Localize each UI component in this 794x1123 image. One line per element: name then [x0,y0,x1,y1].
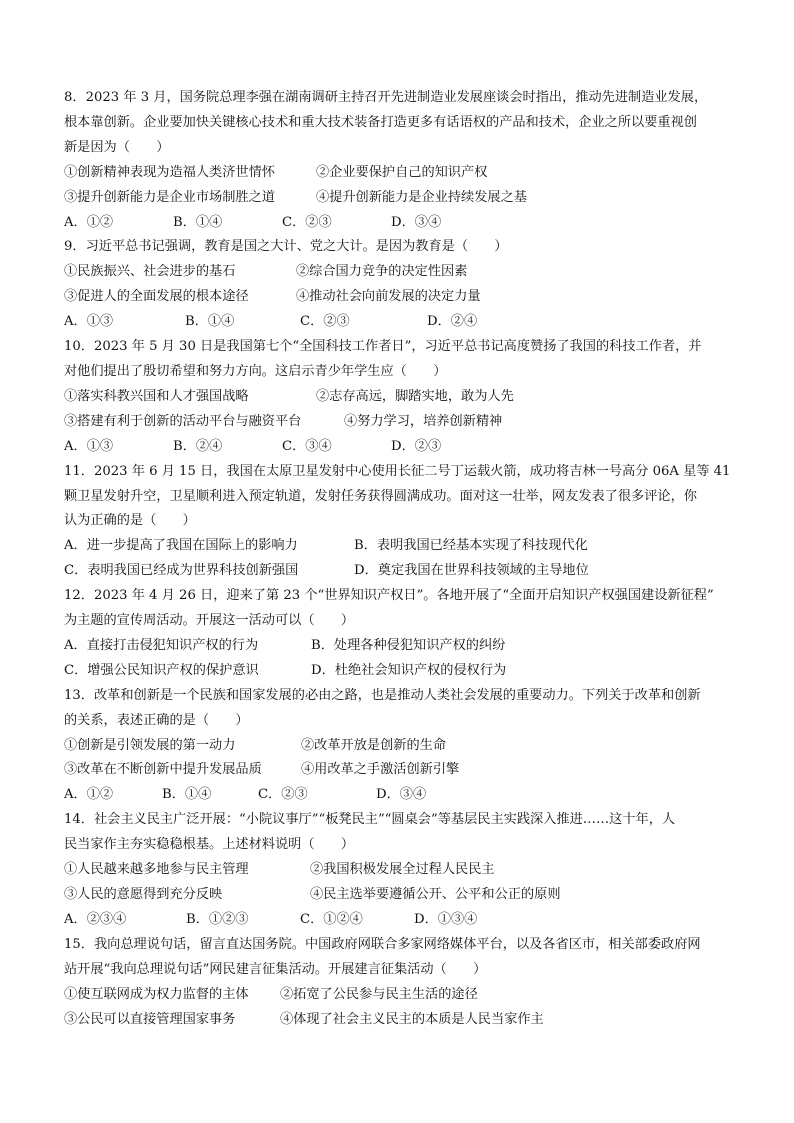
option-c[interactable]: C．②③ [258,787,308,803]
statement: ①创新精神表现为造福人类济世情怀 [64,164,275,180]
statement-row [64,260,744,285]
option-b[interactable]: B．②④ [173,438,223,454]
statement-row [64,983,744,1008]
question-11 [64,460,744,585]
answer-options [64,310,744,335]
question-stem-line: 颗卫星发射升空，卫星顺利进入预定轨道，发射任务获得圆满成功。面对这一壮举，网友发表了很多评论，你 [64,488,697,504]
question-8 [64,86,744,235]
option-c[interactable]: C．②③ [300,314,350,330]
statement: ④体现了社会主义民主的本质是人民当家作主 [280,1011,544,1027]
option-b[interactable]: B．①②③ [186,911,249,927]
statement: ②志存高远，脚踏实地，敢为人先 [316,388,514,404]
statement-row [64,285,744,310]
statement-row [64,758,744,783]
question-stem-line: 12．2023 年 4 月 26 日，迎来了第 23 个“世界知识产权日”。各地开展了“全面开启知识产权强国建设新征程” [64,588,714,604]
exam-page [64,86,744,1032]
option-a[interactable]: A．②③④ [64,911,127,927]
statement: ③提升创新能力是企业市场制胜之道 [64,189,275,205]
statement-row [64,410,744,435]
statement: ①落实科教兴国和人才强国战略 [64,388,249,404]
statement-row [64,1008,744,1033]
option-a[interactable]: A．①③ [64,314,114,330]
option-a[interactable]: A．直接打击侵犯知识产权的行为 [64,637,259,653]
statement: ③促进人的全面发展的根本途径 [64,289,249,305]
statement: ①创新是引领发展的第一动力 [64,737,236,753]
statement: ④推动社会向前发展的决定力量 [296,289,481,305]
question-15 [64,933,744,1033]
option-a[interactable]: A．①② [64,214,114,230]
option-b[interactable]: B．①④ [173,214,223,230]
question-stem-line: 10．2023 年 5 月 30 日是我国第七个“全国科技工作者日”，习近平总书记高度赞扬了我国的科技工作者，并 [64,339,702,355]
statement: ②企业要保护自己的知识产权 [316,164,488,180]
question-stem-line: 对他们提出了殷切希望和努力方向。这启示青少年学生应（ ） [64,363,447,379]
statement: ②改革开放是创新的生命 [301,737,447,753]
answer-options-row [64,559,744,584]
statement: ③人民的意愿得到充分反映 [64,887,223,902]
option-c[interactable]: C．①②④ [300,911,363,927]
option-b[interactable]: B．处理各种侵犯知识产权的纠纷 [311,637,506,653]
question-stem-line: 为主题的宣传周活动。开展这一活动可以（ ） [64,613,355,629]
answer-options [64,211,744,236]
option-a[interactable]: A．①③ [64,438,114,454]
statement: ③搭建有利于创新的活动平台与融资平台 [64,413,302,429]
statement: ①民族振兴、社会进步的基石 [64,264,236,280]
statement-row [64,186,744,211]
question-9 [64,235,744,335]
statement: ②拓宽了公民参与民主生活的途径 [280,986,478,1002]
question-stem-line: 11．2023 年 6 月 15 日，我国在太原卫星发射中心使用长征二号丁运载火箭，成功将吉林一号高分 06A 星等 41 [64,463,731,479]
question-stem-line: 8．2023 年 3 月，国务院总理李强在湖南调研主持召开先进制造业发展座谈会时指出，推动先进制造业发展， [64,90,708,105]
statement: ①使互联网成为权力监督的主体 [64,986,249,1002]
answer-options [64,783,744,808]
answer-options [64,435,744,460]
statement: ②我国积极发展全过程人民民主 [310,862,495,878]
statement: ③改革在不断创新中提升发展品质 [64,762,262,778]
answer-options-row [64,634,744,659]
option-b[interactable]: B．①④ [185,314,235,330]
option-a[interactable]: A．①② [64,787,114,803]
answer-options-row [64,534,744,559]
option-d[interactable]: D．①③④ [414,911,478,927]
option-d[interactable]: D．②④ [427,314,478,330]
statement: ①人民越来越多地参与民主管理 [64,862,249,878]
option-c[interactable]: C．②③ [282,214,332,230]
question-stem-line: 根本靠创新。企业要加快关键核心技术和重大技术装备打造更多有话语权的产品和技术，企业之所以要重视创 [64,114,697,130]
statement-row [64,883,744,908]
statement: ②综合国力竞争的决定性因素 [296,264,468,280]
answer-options [64,908,744,933]
option-b[interactable]: B．①④ [162,787,212,803]
option-c[interactable]: C．增强公民知识产权的保护意识 [64,662,259,678]
question-stem-line: 14．社会主义民主广泛开展：“小院议事厅”“板凳民主”“圆桌会”等基层民主实践深入推进……这十年，人 [64,812,676,828]
option-d[interactable]: D．②③ [391,438,442,454]
question-12 [64,584,744,684]
statement-row [64,858,744,883]
option-d[interactable]: D．③④ [391,214,442,230]
statement: ③公民可以直接管理国家事务 [64,1011,236,1027]
statement: ④提升创新能力是企业持续发展之基 [316,189,527,205]
question-10 [64,335,744,460]
question-stem-line: 认为正确的是（ ） [64,513,196,529]
question-stem-line: 9．习近平总书记强调，教育是国之大计、党之大计。是因为教育是（ ） [64,239,508,255]
option-b[interactable]: B．表明我国已经基本实现了科技现代化 [354,538,588,554]
statement: ④努力学习，培养创新精神 [344,413,503,429]
question-stem-line: 15．我向总理说句话，留言直达国务院。中国政府网联合多家网络媒体平台，以及各省区市，相关部委政府网 [64,936,701,952]
question-stem-line: 民当家作主夯实稳稳根基。上述材料说明（ ） [64,837,355,853]
question-stem-line: 站开展“我向总理说句话”网民建言征集活动。开展建言征集活动（ ） [64,961,487,977]
statement-row [64,734,744,759]
question-stem-line: 的关系，表述正确的是（ ） [64,712,249,728]
option-c[interactable]: C．③④ [282,438,332,454]
statement-row [64,161,744,186]
question-14 [64,808,744,933]
answer-options-row [64,659,744,684]
statement-row [64,385,744,410]
option-c[interactable]: C．表明我国已经成为世界科技创新强国 [64,563,299,579]
question-stem-line: 13．改革和创新是一个民族和国家发展的必由之路，也是推动人类社会发展的重要动力。下列关于改革和创新 [64,687,701,703]
question-13 [64,684,744,809]
question-stem-line: 新是因为（ ） [64,139,170,155]
statement: ④民主选举要遵循公开、公平和公正的原则 [310,887,561,902]
option-d[interactable]: D．杜绝社会知识产权的侵权行为 [311,662,507,678]
option-a[interactable]: A．进一步提高了我国在国际上的影响力 [64,538,298,554]
option-d[interactable]: D．奠定我国在世界科技领域的主导地位 [354,563,589,579]
statement: ④用改革之手激活创新引擎 [301,762,460,778]
option-d[interactable]: D．③④ [376,787,427,803]
